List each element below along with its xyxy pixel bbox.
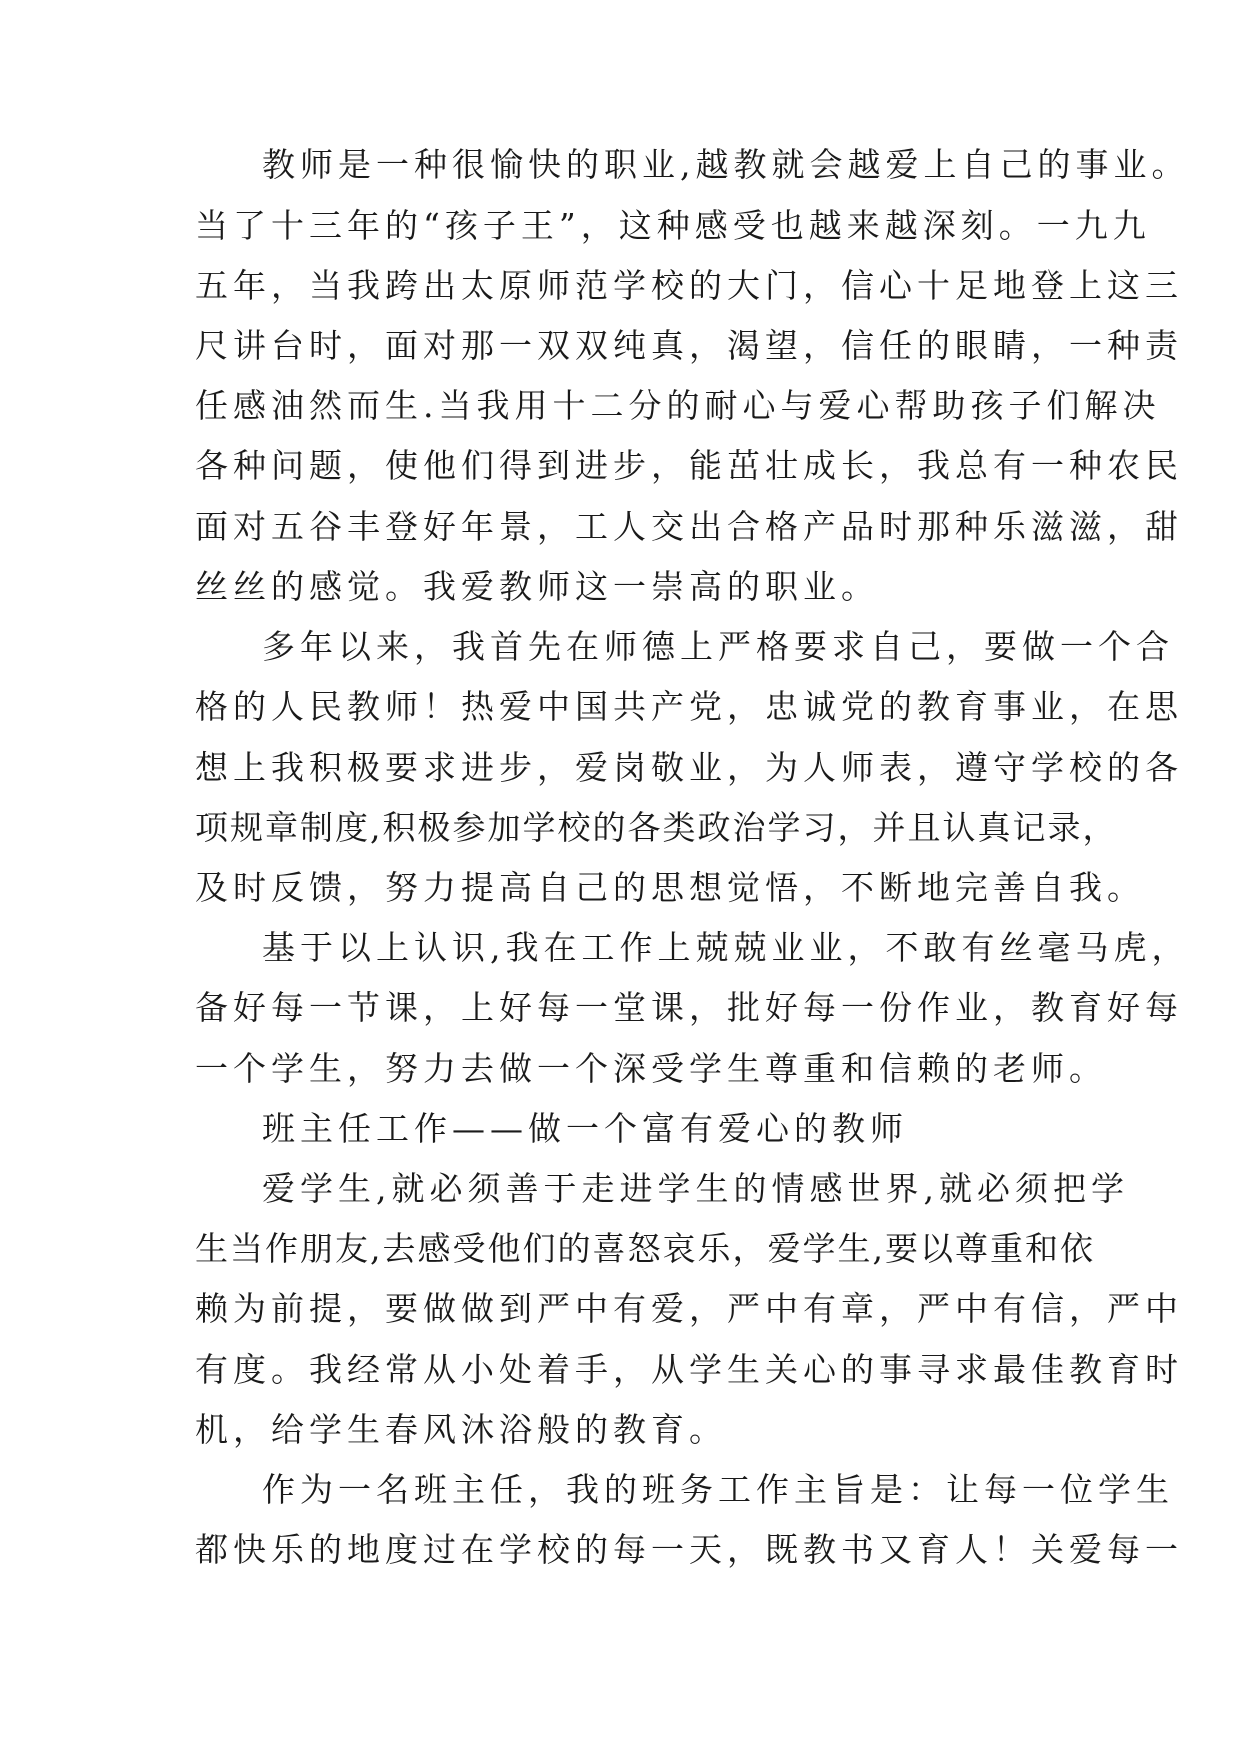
paragraph-2-line-5: 及时反馈，努力提高自己的思想觉悟，不断地完善自我。	[195, 868, 1145, 907]
paragraph-1-line-8: 丝丝的感觉。我爱教师这一崇高的职业。	[195, 567, 879, 606]
paragraph-3-line-2: 备好每一节课，上好每一堂课，批好每一份作业，教育好每	[195, 988, 1183, 1027]
paragraph-3-line-3: 一个学生，努力去做一个深受学生尊重和信赖的老师。	[195, 1049, 1107, 1088]
paragraph-1-line-1: 教师是一种很愉快的职业,越教就会越爱上自己的事业。	[262, 145, 1190, 184]
paragraph-5-line-1: 作为一名班主任，我的班务工作主旨是：让每一位学生	[262, 1470, 1174, 1509]
paragraph-1-line-6: 各种问题，使他们得到进步，能茁壮成长，我总有一种农民	[195, 446, 1183, 485]
paragraph-1-line-2: 当了十三年的“孩子王”，这种感受也越来越深刻。一九九	[195, 206, 1151, 245]
paragraph-1-line-7: 面对五谷丰登好年景，工人交出合格产品时那种乐滋滋，甜	[195, 507, 1183, 546]
paragraph-4-line-2: 生当作朋友,去感受他们的喜怒哀乐，爱学生,要以尊重和依	[195, 1229, 1095, 1268]
paragraph-2-line-1: 多年以来，我首先在师德上严格要求自己，要做一个合	[262, 627, 1174, 666]
paragraph-1-line-5: 任感油然而生.当我用十二分的耐心与爱心帮助孩子们解决	[195, 386, 1161, 425]
paragraph-2-line-2: 格的人民教师！热爱中国共产党，忠诚党的教育事业，在思	[195, 687, 1183, 726]
paragraph-4-line-4: 有度。我经常从小处着手，从学生关心的事寻求最佳教育时	[195, 1350, 1183, 1389]
paragraph-2-line-4: 项规章制度,积极参加学校的各类政治学习，并且认真记录，	[195, 808, 1118, 847]
paragraph-4-line-5: 机，给学生春风沐浴般的教育。	[195, 1410, 727, 1449]
section-heading: 班主任工作——做一个富有爱心的教师	[262, 1109, 908, 1148]
paragraph-1-line-3: 五年，当我跨出太原师范学校的大门，信心十足地登上这三	[195, 266, 1183, 305]
paragraph-3-line-1: 基于以上认识,我在工作上兢兢业业，不敢有丝毫马虎，	[262, 928, 1190, 967]
paragraph-4-line-1: 爱学生,就必须善于走进学生的情感世界,就必须把学	[262, 1169, 1129, 1208]
paragraph-2-line-3: 想上我积极要求进步，爱岗敬业，为人师表，遵守学校的各	[195, 748, 1183, 787]
paragraph-1-line-4: 尺讲台时，面对那一双双纯真，渴望，信任的眼睛，一种责	[195, 326, 1183, 365]
paragraph-5-line-2: 都快乐的地度过在学校的每一天，既教书又育人！关爱每一	[195, 1530, 1183, 1569]
paragraph-4-line-3: 赖为前提，要做做到严中有爱，严中有章，严中有信，严中	[195, 1289, 1183, 1328]
